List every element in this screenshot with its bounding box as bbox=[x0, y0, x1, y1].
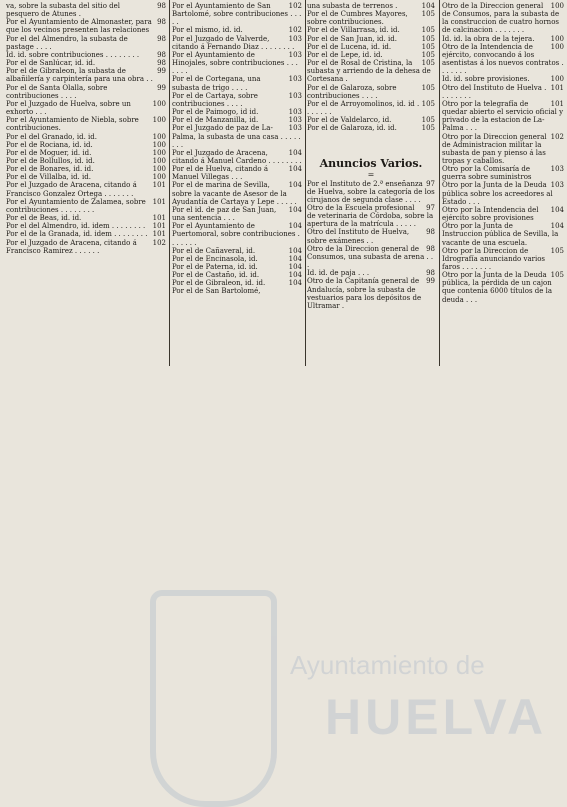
index-entry bbox=[172, 75, 302, 91]
page-number: 104 bbox=[288, 279, 302, 288]
entry-text: Por el Juzgado de Huelva, sobre un exhorto . . . bbox=[6, 99, 131, 117]
page-number: 100 bbox=[152, 165, 166, 174]
index-entry bbox=[307, 2, 435, 10]
entry-text: Por el Ayuntamiento de Puertomoral, sobre contribuciones . . . . . . . bbox=[172, 222, 300, 247]
index-entry bbox=[6, 214, 166, 222]
index-entry bbox=[6, 149, 166, 157]
page-number: 105 bbox=[421, 50, 435, 59]
entry-text: Por el Ayuntamiento de San Bartolomé, sobre contribuciones . . . . . bbox=[172, 2, 302, 27]
index-entry bbox=[6, 67, 166, 83]
index-entry bbox=[442, 84, 564, 100]
page-number: 98 bbox=[157, 2, 166, 10]
entry-text: Otro del Instituto de Huelva . . . . . . . . bbox=[442, 83, 547, 100]
entry-text: Por el de la Granada, id. idem . . . . . . . . bbox=[6, 230, 148, 239]
index-entry bbox=[307, 43, 435, 51]
index-entry bbox=[172, 279, 302, 287]
entry-text: Id. id. de paja . . . bbox=[307, 269, 370, 278]
index-entry bbox=[172, 247, 302, 255]
entry-text: Por el Juzgado de Valverde, citando á Fernando Diaz . . . . . . . . bbox=[172, 34, 295, 51]
index-entry bbox=[172, 108, 302, 116]
page-number: 103 bbox=[288, 91, 302, 100]
entry-text: Por el de Bonares, id. id. bbox=[6, 165, 94, 174]
entry-text: Por el de Cañaveral, id. bbox=[172, 246, 256, 255]
index-entry bbox=[307, 100, 435, 116]
index-entry bbox=[172, 165, 302, 181]
index-entry bbox=[307, 116, 435, 124]
index-entry bbox=[307, 204, 435, 228]
page-number: 98 bbox=[157, 59, 166, 68]
entry-text: Por el Ayuntamiento de Zalamea, sobre contribuciones . . . . . . . . bbox=[6, 197, 146, 214]
index-entry bbox=[307, 245, 435, 269]
archive-watermark bbox=[150, 590, 567, 800]
entry-text: Por el de San Bartolomé, bbox=[172, 287, 261, 296]
page-number: 97 bbox=[426, 203, 435, 212]
entry-text: Por el de San Juan, id. id. bbox=[307, 34, 397, 43]
page-number: 98 bbox=[157, 50, 166, 59]
index-entry bbox=[442, 100, 564, 133]
index-entry bbox=[6, 230, 166, 238]
page-number: 102 bbox=[288, 2, 302, 10]
watermark-line-1: Ayuntamiento de bbox=[290, 650, 485, 680]
index-entry bbox=[307, 10, 435, 26]
index-entry bbox=[442, 75, 564, 83]
index-entry bbox=[442, 206, 564, 222]
index-entry bbox=[6, 141, 166, 149]
index-entry bbox=[307, 84, 435, 100]
entry-text: Por el de Moguer, id. id. bbox=[6, 148, 92, 157]
index-entry bbox=[6, 59, 166, 67]
index-entry bbox=[6, 2, 166, 18]
page-number: 104 bbox=[288, 222, 302, 231]
page-number: 98 bbox=[157, 18, 166, 27]
entry-text: Por el del Almendro, id. idem . . . . . . . . bbox=[6, 222, 146, 231]
page-number: 100 bbox=[152, 148, 166, 157]
index-entry bbox=[442, 35, 564, 43]
entry-text: Por el Juzgado de Aracena, citando á Francisco Gonzalez Ortega . . . . . . . bbox=[6, 181, 137, 198]
page-number: 105 bbox=[421, 99, 435, 108]
entry-text: Por el Juzgado de Aracena, citando á Manuel Cardeno . . . . . . . . bbox=[172, 148, 302, 165]
entry-text: Por el del Almendro, la subasta de pastage . . . . bbox=[6, 34, 128, 51]
page-number: 102 bbox=[288, 26, 302, 35]
entry-text: Por el de Bollullos, id. id. bbox=[6, 156, 95, 165]
page-number: 105 bbox=[421, 34, 435, 43]
page-number: 104 bbox=[288, 165, 302, 174]
entry-text: Por el de Castaño, id. id. bbox=[172, 271, 260, 280]
index-entry bbox=[172, 255, 302, 263]
page-number: 105 bbox=[421, 42, 435, 51]
page-number: 98 bbox=[426, 228, 435, 237]
entry-text: Por el de Beas, id. id. bbox=[6, 214, 82, 223]
column-rule bbox=[439, 0, 440, 366]
entry-text: Otro por la Direccion de Idrografía anunciando varios faros . . . . . . . bbox=[442, 246, 546, 271]
heading-divider: = bbox=[367, 169, 375, 179]
index-entry bbox=[307, 124, 435, 132]
entry-text: Por el Juzgado de Aracena, citando á Francisco Ramirez . . . . . . bbox=[6, 238, 137, 255]
page-number: 101 bbox=[152, 181, 166, 190]
index-entry bbox=[172, 51, 302, 75]
page-number: 102 bbox=[550, 132, 564, 141]
page-number: 104 bbox=[288, 263, 302, 271]
entry-text: Otro de la Intendencia de ejército, convocando á los asentistas á los nuevos contratos . . . . . . . bbox=[442, 42, 564, 76]
page-number: 102 bbox=[152, 238, 166, 247]
entry-text: Id. id. sobre provisiones. bbox=[442, 75, 530, 84]
index-entry bbox=[442, 133, 564, 166]
page-number: 105 bbox=[421, 59, 435, 68]
column-rule bbox=[169, 0, 170, 366]
entry-text: Por el de Paterna, id. id. bbox=[172, 263, 258, 271]
index-entry bbox=[307, 26, 435, 34]
entry-text: Otro de la Direccion general de Consumos, una subasta de arena . . . bbox=[307, 244, 434, 270]
page-number: 104 bbox=[288, 254, 302, 263]
entry-text: una subasta de terrenos . bbox=[307, 2, 398, 10]
page-number: 103 bbox=[288, 108, 302, 117]
entry-text: Otro por la Junta de la Deuda pública sobre los acreedores al Estado . . . bbox=[442, 181, 553, 206]
index-entry bbox=[307, 59, 435, 83]
page-number: 104 bbox=[421, 2, 435, 10]
index-entry bbox=[307, 35, 435, 43]
index-column-2 bbox=[172, 2, 302, 296]
page-number: 97 bbox=[426, 179, 435, 188]
entry-text: Por el Ayuntamiento de Hinojales, sobre contribuciones . . . . . . . bbox=[172, 50, 298, 76]
index-entry bbox=[172, 181, 302, 205]
entry-text: Por el Ayuntamiento de Almonaster, para que los vecinos presenten las relaciones bbox=[6, 18, 152, 35]
index-entry bbox=[6, 51, 166, 59]
index-entry bbox=[6, 239, 166, 255]
index-entry bbox=[172, 26, 302, 34]
index-entry bbox=[307, 269, 435, 277]
index-entry bbox=[6, 165, 166, 173]
page-number: 103 bbox=[288, 116, 302, 125]
page-number: 104 bbox=[288, 246, 302, 255]
page-number: 105 bbox=[421, 116, 435, 125]
page-number: 101 bbox=[152, 197, 166, 206]
page-number: 105 bbox=[421, 83, 435, 92]
index-entry bbox=[6, 133, 166, 141]
entry-text: Otro de la Direccion general de Consumos, para la subasta de la construccion de cuatro hornos de calcinacion . . . . . . . bbox=[442, 2, 560, 35]
index-entry bbox=[442, 165, 564, 181]
index-entry bbox=[307, 277, 435, 310]
index-entry bbox=[6, 116, 166, 132]
entry-text: Por el de Cortegana, una subasta de trigo . . . . bbox=[172, 75, 261, 92]
entry-text: Por el de Paimogo, id id. bbox=[172, 108, 259, 117]
column-rule bbox=[305, 0, 306, 366]
entry-text: Por el id. de paz de San Juan, una sentencia . . . bbox=[172, 205, 277, 223]
index-entry bbox=[442, 271, 564, 304]
index-entry bbox=[6, 173, 166, 181]
index-entry bbox=[172, 124, 302, 148]
page-number: 103 bbox=[288, 124, 302, 133]
index-entry bbox=[442, 43, 564, 76]
index-entry bbox=[172, 271, 302, 279]
page-number: 103 bbox=[288, 50, 302, 59]
page-number: 98 bbox=[426, 269, 435, 278]
page-number: 105 bbox=[550, 246, 564, 255]
index-entry bbox=[172, 35, 302, 51]
entry-text: Por el de Lepe, id. id. bbox=[307, 50, 383, 59]
page-number: 104 bbox=[288, 181, 302, 190]
page-number: 101 bbox=[152, 222, 166, 231]
entry-text: Por el de Cumbres Mayores, sobre contribuciones. bbox=[307, 10, 408, 27]
entry-text: Id. id. la obra de la tejera. bbox=[442, 34, 535, 43]
entry-text: Por el de Huelva, citando á Manuel Villegas . . . bbox=[172, 165, 268, 182]
index-entry bbox=[6, 157, 166, 165]
entry-text: Por el de Valdelarco, id. bbox=[307, 116, 392, 125]
index-entry bbox=[6, 100, 166, 116]
index-entry bbox=[6, 35, 166, 51]
entry-text: Por el de Villarrasa, id. id. bbox=[307, 26, 400, 35]
entry-text: Por el de Sanlúcar, id. id. bbox=[6, 59, 96, 68]
page-number: 105 bbox=[421, 10, 435, 19]
page-number: 104 bbox=[550, 222, 564, 231]
page-number: 99 bbox=[426, 277, 435, 286]
index-column-1 bbox=[6, 2, 166, 255]
entry-text: Por el de Galaroza, sobre contribuciones . . . . bbox=[307, 83, 397, 100]
page-number: 100 bbox=[550, 34, 564, 43]
entry-text: Por el de Lucena, id. id. bbox=[307, 42, 392, 51]
page-number: 100 bbox=[152, 156, 166, 165]
page-number: 105 bbox=[421, 26, 435, 35]
index-column-3 bbox=[307, 2, 435, 310]
index-entry bbox=[6, 222, 166, 230]
page-number: 104 bbox=[550, 205, 564, 214]
index-entry bbox=[172, 116, 302, 124]
page-number: 105 bbox=[421, 124, 435, 133]
index-entry bbox=[172, 287, 302, 295]
page-number: 100 bbox=[550, 42, 564, 51]
entry-text: Por el de Gibraleon, id. id. bbox=[172, 279, 266, 288]
page-number: 100 bbox=[152, 173, 166, 182]
page-number: 101 bbox=[550, 99, 564, 108]
index-entry bbox=[6, 84, 166, 100]
entry-text: Por el mismo, id. id. bbox=[172, 26, 243, 35]
page-number: 98 bbox=[157, 34, 166, 43]
page-number: 103 bbox=[288, 75, 302, 84]
index-entry bbox=[172, 263, 302, 271]
entry-text: Por el de marina de Sevilla, sobre la vacante de Asesor de la Ayudantía de Cartaya y Lepe . . . . . bbox=[172, 181, 297, 206]
page-number: 101 bbox=[152, 214, 166, 223]
page-number: 104 bbox=[288, 271, 302, 280]
page-number: 101 bbox=[152, 230, 166, 239]
page-number: 99 bbox=[157, 83, 166, 92]
entry-text: Por el de Rosal de Cristina, la subasta y arriendo de la dehesa de Cortesana . bbox=[307, 59, 431, 84]
coat-of-arms-icon bbox=[150, 590, 277, 807]
entry-text: Por el de Cartaya, sobre contribuciones . . . . bbox=[172, 91, 258, 108]
index-entry bbox=[442, 2, 564, 35]
entry-text: Otro por la telegrafía de quedar abierto el servicio oficial y privado de la estacion de La-Palma . . . bbox=[442, 99, 564, 133]
index-column-4 bbox=[442, 2, 564, 304]
page-number: 100 bbox=[152, 140, 166, 149]
page-number: 100 bbox=[550, 2, 564, 10]
entry-text: Por el Juzgado de paz de La-Palma, la subasta de una casa . . . . . . . . bbox=[172, 124, 301, 149]
page-number: 104 bbox=[288, 148, 302, 157]
entry-text: Por el de Santa Olalla, sobre contribuciones . . . . bbox=[6, 83, 108, 100]
index-entry bbox=[442, 247, 564, 271]
index-entry bbox=[6, 198, 166, 214]
page-number: 100 bbox=[152, 116, 166, 125]
entry-text: Por el de Arroyomolinos, id. id . . . . . . . bbox=[307, 99, 420, 117]
page-number: 103 bbox=[550, 165, 564, 174]
entry-text: Otro de la Escuela profesional de veterinaria de Córdoba, sobre la apertura de la matrícula . . . . . bbox=[307, 203, 434, 229]
entry-text: Otro por la Junta de Instruccion pública de Sevilla, la vacante de una escuela. bbox=[442, 222, 559, 247]
entry-text: Por el de Galaroza, id. id. bbox=[307, 124, 397, 133]
entry-text: Otro por la Junta de la Deuda pública, la pérdida de un cajon que contenia 6000 títulos de la deuda . . . bbox=[442, 271, 553, 304]
entry-text: Por el de Villalba, id. id. bbox=[6, 173, 91, 182]
page-number: 104 bbox=[288, 205, 302, 214]
page-number: 100 bbox=[550, 75, 564, 84]
page-number: 100 bbox=[152, 99, 166, 108]
index-entry bbox=[442, 222, 564, 246]
page-number: 99 bbox=[157, 67, 166, 76]
index-entry bbox=[172, 206, 302, 222]
index-entry bbox=[172, 92, 302, 108]
entry-text: Por el de Encinasola, id. bbox=[172, 254, 258, 263]
entry-text: Id. id. sobre contribuciones . . . . . . . . bbox=[6, 50, 140, 59]
index-entry bbox=[172, 2, 302, 26]
index-entry bbox=[307, 51, 435, 59]
entry-text: Por el Instituto de 2.ª enseñanza de Huelva, sobre la categoría de los cirujanos de segunda clase . . . . bbox=[307, 179, 435, 204]
page-number: 100 bbox=[152, 132, 166, 141]
index-entry bbox=[6, 181, 166, 197]
index-entry bbox=[6, 18, 166, 34]
entry-text: Otro por la Intendencia del ejército sobre provisiones bbox=[442, 205, 539, 223]
page-number: 105 bbox=[550, 271, 564, 280]
entry-text: Otro del Instituto de Huelva, sobre exámenes . . bbox=[307, 228, 410, 245]
watermark-line-2: HUELVA bbox=[325, 689, 548, 745]
entry-text: Otro por la Comisaría de guerra sobre suministros bbox=[442, 165, 532, 182]
page-number: 103 bbox=[550, 181, 564, 190]
page-number: 101 bbox=[550, 83, 564, 92]
entry-text: va, sobre la subasta del sitio del pesquero de Atunes . bbox=[6, 2, 121, 19]
entry-text: Por el de Gibraleon, la subasta de albañilería y carpintería para una obra . . bbox=[6, 67, 153, 84]
index-entry bbox=[442, 181, 564, 205]
entry-text: Otro de la Capitanía general de Andalucía, sobre la subasta de vestuarios para los depósitos de Ultramar . bbox=[307, 277, 422, 310]
entry-text: Por el de Manzanilla, id. bbox=[172, 116, 259, 125]
page-number: 98 bbox=[426, 244, 435, 253]
page-number: 103 bbox=[288, 34, 302, 43]
section-heading: Anuncios Varios. bbox=[319, 156, 423, 170]
index-entry bbox=[307, 228, 435, 244]
index-entry bbox=[172, 222, 302, 246]
entry-text: Por el de Rociana, id. id. bbox=[6, 140, 93, 149]
entry-text: Otro por la Direccion general de Administracion militar la subasta de pan y pienso á las tropas y caballos. bbox=[442, 132, 547, 165]
index-entry bbox=[307, 180, 435, 204]
index-entry bbox=[172, 149, 302, 165]
entry-text: Por el del Granado, id. id. bbox=[6, 132, 97, 141]
entry-text: Por el Ayuntamiento de Niebla, sobre contribuciones. bbox=[6, 116, 139, 133]
